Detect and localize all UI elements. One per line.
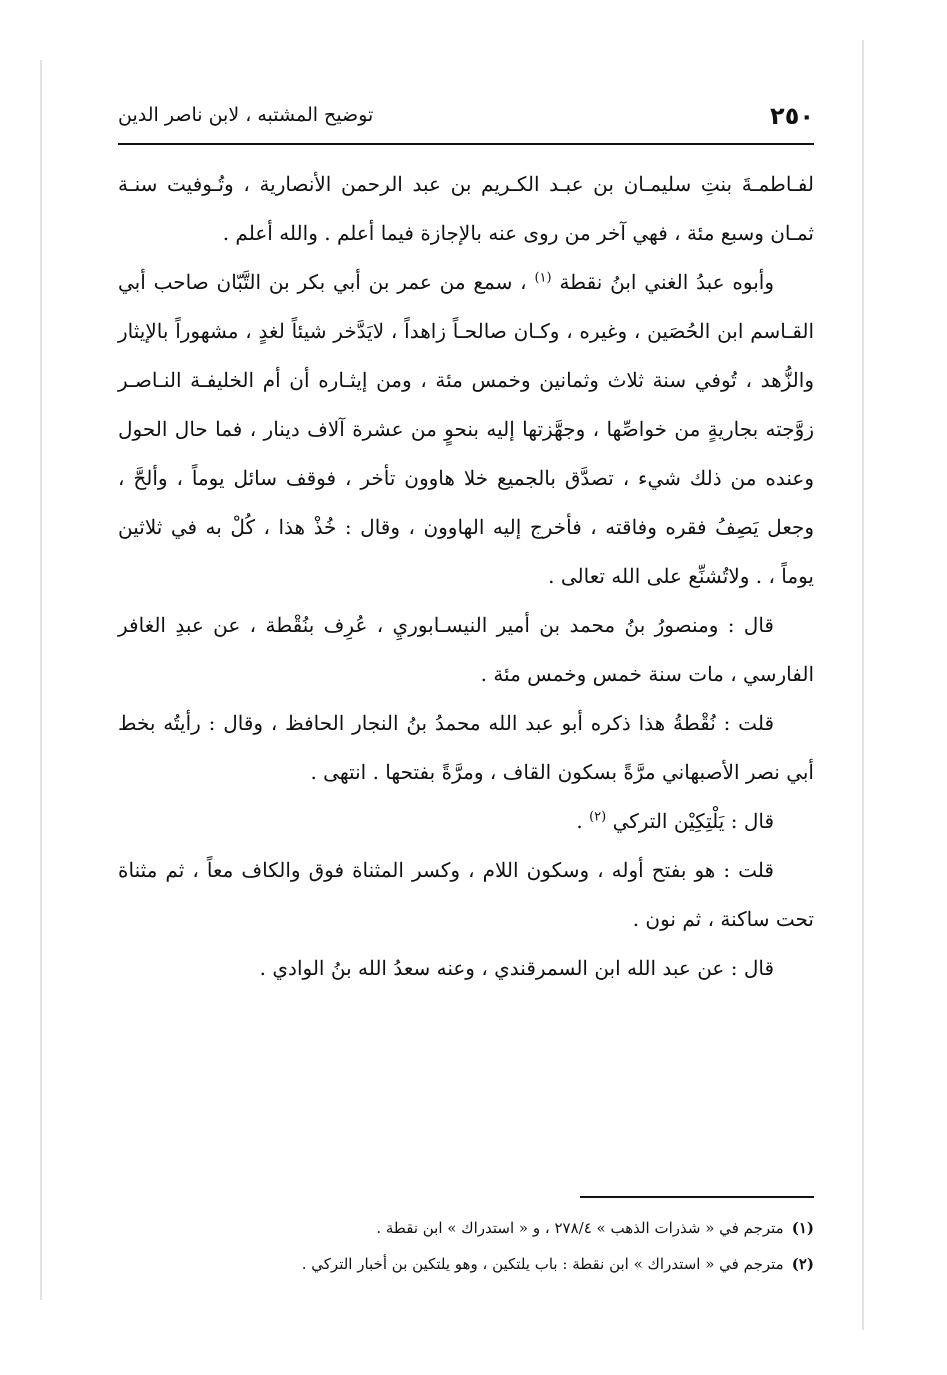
paragraph-7: قال : عن عبد الله ابن السمرقندي ، وعنه سعدُ الله بنُ الوادي .: [259, 956, 774, 980]
paragraph-5-text-start: قال : يَلْتِكِيْن التركي: [612, 809, 774, 833]
paragraph-2-text-end: ، سمع من عمر بن أبي بكر بن التَّبّان صاحب أبي القـاسم ابن الحُصَين ، وغيره ، وكـان صالحـاً زاهداً ، لايَدَّخر شيئاً لغدٍ ، مشهوراً بالإيثار والزُّهد ، تُوفي سنة ثلاث وثمانين وخمس مئة ، ومن إيثـاره أن أم الخليفـة النـاصـر زوَّجته بجاريةٍ من خواصِّها ، وجهَّزتها إليه بنحوٍ من عشرة آلاف دينار ، فما حال الحول وعنده من ذلك شيء ، تصدَّق بالجميع خلا هاوون تأخر ، فوقف سائل يوماً ، وألحَّ ، وجعل يَصِفُ فقره وفاقته ، فأخرج إليه الهاوون ، وقال : خُذْ هذا ، كُلْ به في ثلاثين يوماً ، . ولاتُشنِّع على الله تعالى .: [118, 270, 814, 588]
running-title: توضيح المشتبه ، لابن ناصر الدين: [118, 104, 374, 126]
header-rule: [118, 143, 814, 145]
footnote-1: [118, 1210, 814, 1246]
footnote-rule: [580, 1196, 814, 1198]
footnote-2-number: (٢): [791, 1255, 814, 1273]
paragraph-5-text-end: .: [576, 809, 590, 833]
footnote-ref-1[interactable]: (١): [534, 270, 552, 286]
scan-line-left: [40, 60, 42, 1300]
paragraph-6: قلت : هو بفتح أوله ، وسكون اللام ، وكسر المثناة فوق والكاف معاً ، ثم مثناة تحت ساكنة ، ثم نون .: [118, 858, 814, 931]
paragraph-3: قال : ومنصورُ بنُ محمد بن أمير النيسـابوريِ ، عُرِف بنُقْطة ، عن عبدِ الغافر الفارسي ، مات سنة خمس وخمس مئة .: [118, 613, 814, 686]
page-header: [118, 96, 814, 136]
paragraph-1: لفـاطمـةَ بنتِ سليمـان بن عبـد الكـريم بن عبد الرحمن الأنصارية ، وتُـوفيت سنـة ثمـان وسبع مئة ، فهي آخر من روى عنه بالإجازة فيما أعلم . والله أعلم .: [118, 172, 814, 245]
paragraph-5: [118, 797, 814, 846]
page-number: ٢٥٠: [770, 102, 814, 130]
footnote-2-text: مترجم في « استدراك » ابن نقطة : باب يلتكين ، وهو يلتكين بن أخبار التركي .: [301, 1255, 784, 1273]
paragraph-2: [118, 258, 814, 601]
footnote-1-text: مترجم في « شذرات الذهب » ٢٧٨/٤ ، و « استدراك » ابن نقطة .: [376, 1219, 784, 1237]
footnote-ref-2[interactable]: (٢): [589, 809, 607, 825]
scan-line-right: [862, 40, 864, 1330]
footnote-1-number: (١): [791, 1219, 814, 1237]
footnote-2: [118, 1246, 814, 1282]
paragraph-4: قلت : نُقْطةُ هذا ذكره أبو عبد الله محمدُ بنُ النجار الحافظ ، وقال : رأيتُه بخط أبي نصر الأصبهاني مرَّةً بسكون القاف ، ومرَّةً بفتحها . انتهى .: [118, 711, 814, 784]
main-text: [118, 160, 814, 993]
paragraph-2-text-start: وأبوه عبدُ الغني ابنُ نقطة: [559, 270, 775, 294]
footnotes: [118, 1210, 814, 1282]
